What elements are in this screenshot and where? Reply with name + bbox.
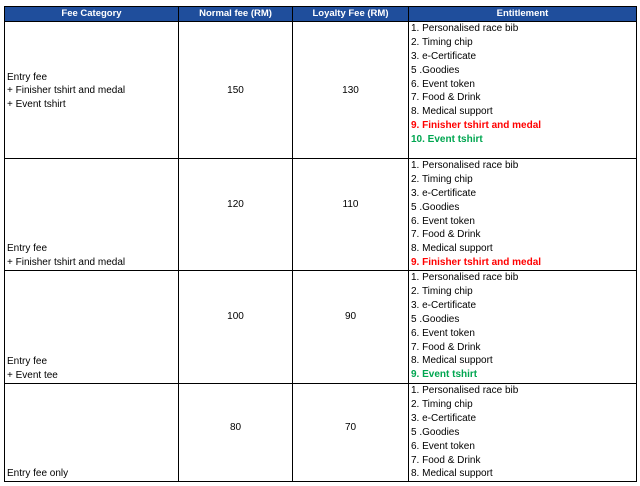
normal-fee-cell: 80 [179, 384, 293, 482]
header-entitlement: Entitlement [409, 7, 637, 22]
entitlement-item: 6. Event token [411, 327, 475, 339]
loyalty-fee-cell: 90 [293, 271, 409, 384]
entitlement-item: 5 .Goodies [411, 201, 460, 213]
entitlement-item: 3. e-Certificate [411, 412, 477, 424]
table-row [5, 271, 637, 384]
fee-category-line: + Finisher tshirt and medal [7, 85, 126, 96]
fee-category-cell [5, 22, 179, 159]
header-normal-fee: Normal fee (RM) [179, 7, 293, 22]
entitlement-item: 5 .Goodies [411, 426, 460, 438]
entitlement-item: 3. e-Certificate [411, 299, 477, 311]
entitlement-item: 7. Food & Drink [411, 341, 481, 353]
fee-category-line: + Finisher tshirt and medal [7, 256, 126, 268]
normal-fee-cell: 120 [179, 159, 293, 271]
entitlement-item: 1. Personalised race bib [411, 160, 519, 171]
loyalty-fee-cell: 130 [293, 22, 409, 159]
entitlement-item: 5 .Goodies [411, 313, 460, 325]
fee-category-line: Entry fee [7, 356, 48, 368]
normal-fee-cell: 100 [179, 271, 293, 384]
entitlement-item: 7. Food & Drink [411, 92, 481, 104]
loyalty-fee-cell: 110 [293, 159, 409, 271]
fee-category-cell [5, 159, 179, 271]
entitlement-item: 10. Event tshirt [411, 134, 483, 146]
entitlement-item: 1. Personalised race bib [411, 23, 519, 34]
fee-category-line: + Event tee [7, 369, 58, 381]
entitlement-cell [409, 159, 637, 271]
entitlement-item: 2. Timing chip [411, 173, 473, 185]
entitlement-item: 8. Medical support [411, 468, 493, 480]
table-row [5, 384, 637, 482]
entitlement-item: 8. Medical support [411, 106, 493, 118]
fee-category-line: Entry fee [7, 71, 48, 83]
entitlement-item: 7. Food & Drink [411, 229, 481, 241]
entitlement-item: 3. e-Certificate [411, 50, 477, 62]
table-row [5, 22, 637, 159]
normal-fee-cell: 150 [179, 22, 293, 159]
entitlement-item: 9. Event tshirt [411, 369, 478, 381]
entitlement-cell [409, 384, 637, 482]
loyalty-fee-cell: 70 [293, 384, 409, 482]
entitlement-item: 3. e-Certificate [411, 187, 477, 199]
header-loyalty-fee: Loyalty Fee (RM) [293, 7, 409, 22]
entitlement-item: 1. Personalised race bib [411, 385, 519, 397]
fee-category-cell [5, 384, 179, 482]
entitlement-item: 8. Medical support [411, 243, 493, 255]
entitlement-item: 1. Personalised race bib [411, 272, 519, 284]
entitlement-item: 9. Finisher tshirt and medal [411, 257, 542, 269]
entitlement-item: 7. Food & Drink [411, 454, 481, 466]
entitlement-item: 2. Timing chip [411, 286, 473, 298]
header-row [5, 7, 637, 22]
entitlement-item: 6. Event token [411, 215, 475, 227]
entitlement-item: 2. Timing chip [411, 399, 473, 411]
fee-category-line: Entry fee only [7, 467, 69, 479]
fee-category-cell [5, 271, 179, 384]
header-fee-category: Fee Category [5, 7, 179, 22]
fee-category-line: + Event tshirt [7, 98, 66, 110]
entitlement-item: 6. Event token [411, 78, 475, 90]
entitlement-item: 9. Finisher tshirt and medal [411, 120, 542, 132]
entitlement-item: 6. Event token [411, 440, 475, 452]
fee-category-line: Entry fee [7, 243, 48, 255]
entitlement-cell [409, 271, 637, 384]
entitlement-item: 5 .Goodies [411, 64, 460, 76]
fee-table [4, 6, 637, 482]
entitlement-item: 8. Medical support [411, 355, 493, 367]
entitlement-item: 2. Timing chip [411, 36, 473, 48]
entitlement-cell [409, 22, 637, 159]
table-row [5, 159, 637, 271]
